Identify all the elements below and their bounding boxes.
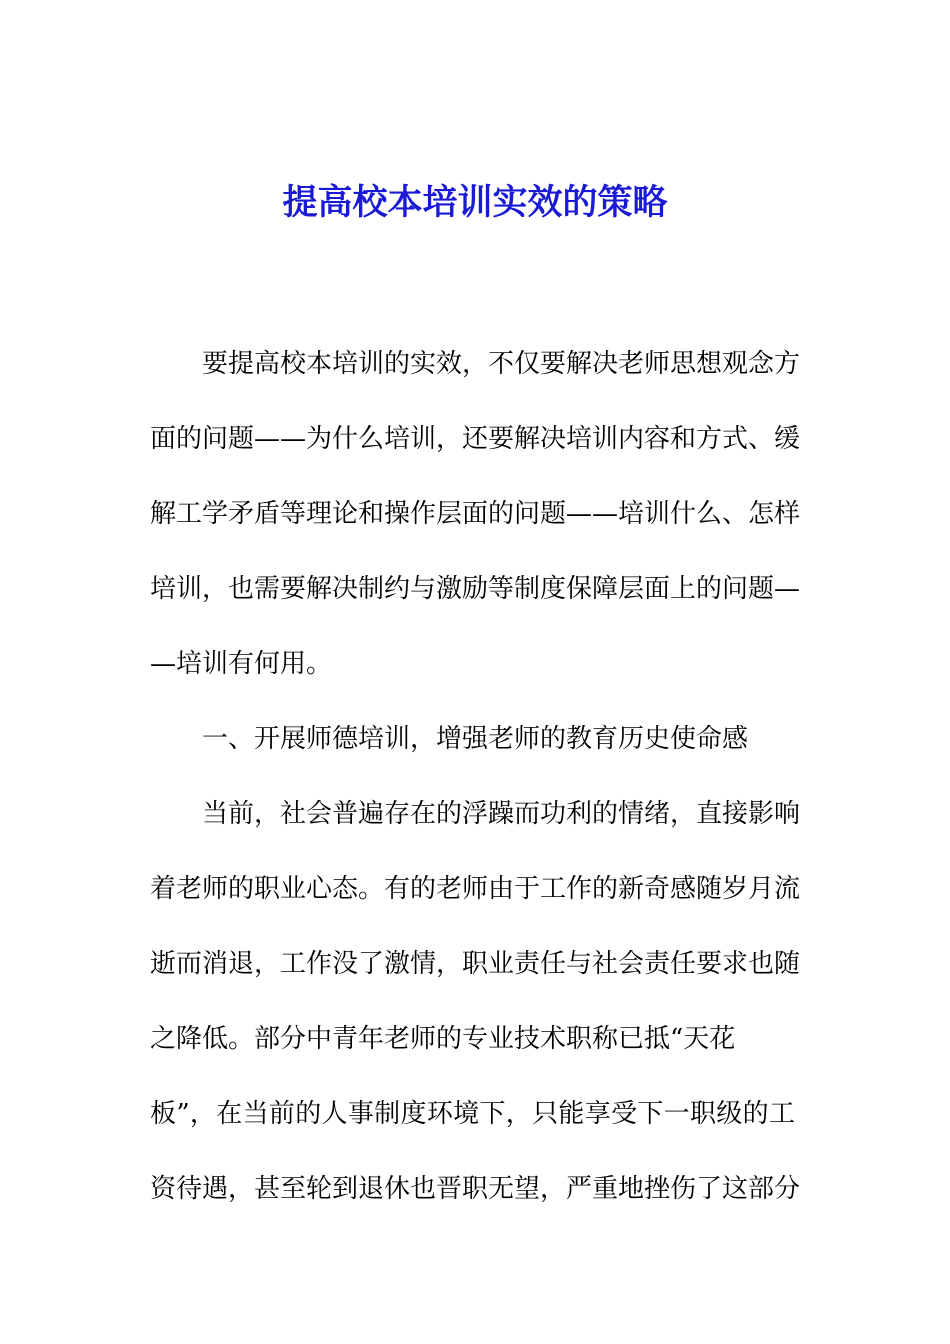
paragraph-2-line-2: 着老师的职业心态。有的老师由于工作的新奇感随岁月流 — [150, 874, 801, 904]
paragraph-1-line-3: 解工学矛盾等理论和操作层面的问题——培训什么、怎样 — [150, 499, 801, 529]
paragraph-2-line-4: 之降低。部分中青年老师的专业技术职称已抵“天花 — [150, 1024, 736, 1054]
paragraph-2-line-6: 资待遇，甚至轮到退休也晋职无望，严重地挫伤了这部分 — [150, 1174, 801, 1204]
paragraph-2-line-3: 逝而消退，工作没了激情，职业责任与社会责任要求也随 — [150, 949, 801, 979]
document-title: 提高校本培训实效的策略 — [282, 182, 668, 223]
paragraph-1-line-2: 面的问题——为什么培训，还要解决培训内容和方式、缓 — [150, 424, 801, 454]
paragraph-1-line-4: 培训，也需要解决制约与激励等制度保障层面上的问题— — [150, 574, 801, 604]
paragraph-1-line-1: 要提高校本培训的实效，不仅要解决老师思想观念方 — [202, 349, 801, 379]
document-body — [150, 327, 801, 1227]
paragraph-2-line-5: 板”，在当前的人事制度环境下，只能享受下一职级的工 — [150, 1099, 795, 1129]
paragraph-2-line-1: 当前，社会普遍存在的浮躁而功利的情绪，直接影响 — [202, 799, 801, 829]
paragraph-1-line-5: —培训有何用。 — [150, 649, 333, 679]
section-heading-1: 一、开展师德培训，增强老师的教育历史使命感 — [202, 724, 749, 754]
